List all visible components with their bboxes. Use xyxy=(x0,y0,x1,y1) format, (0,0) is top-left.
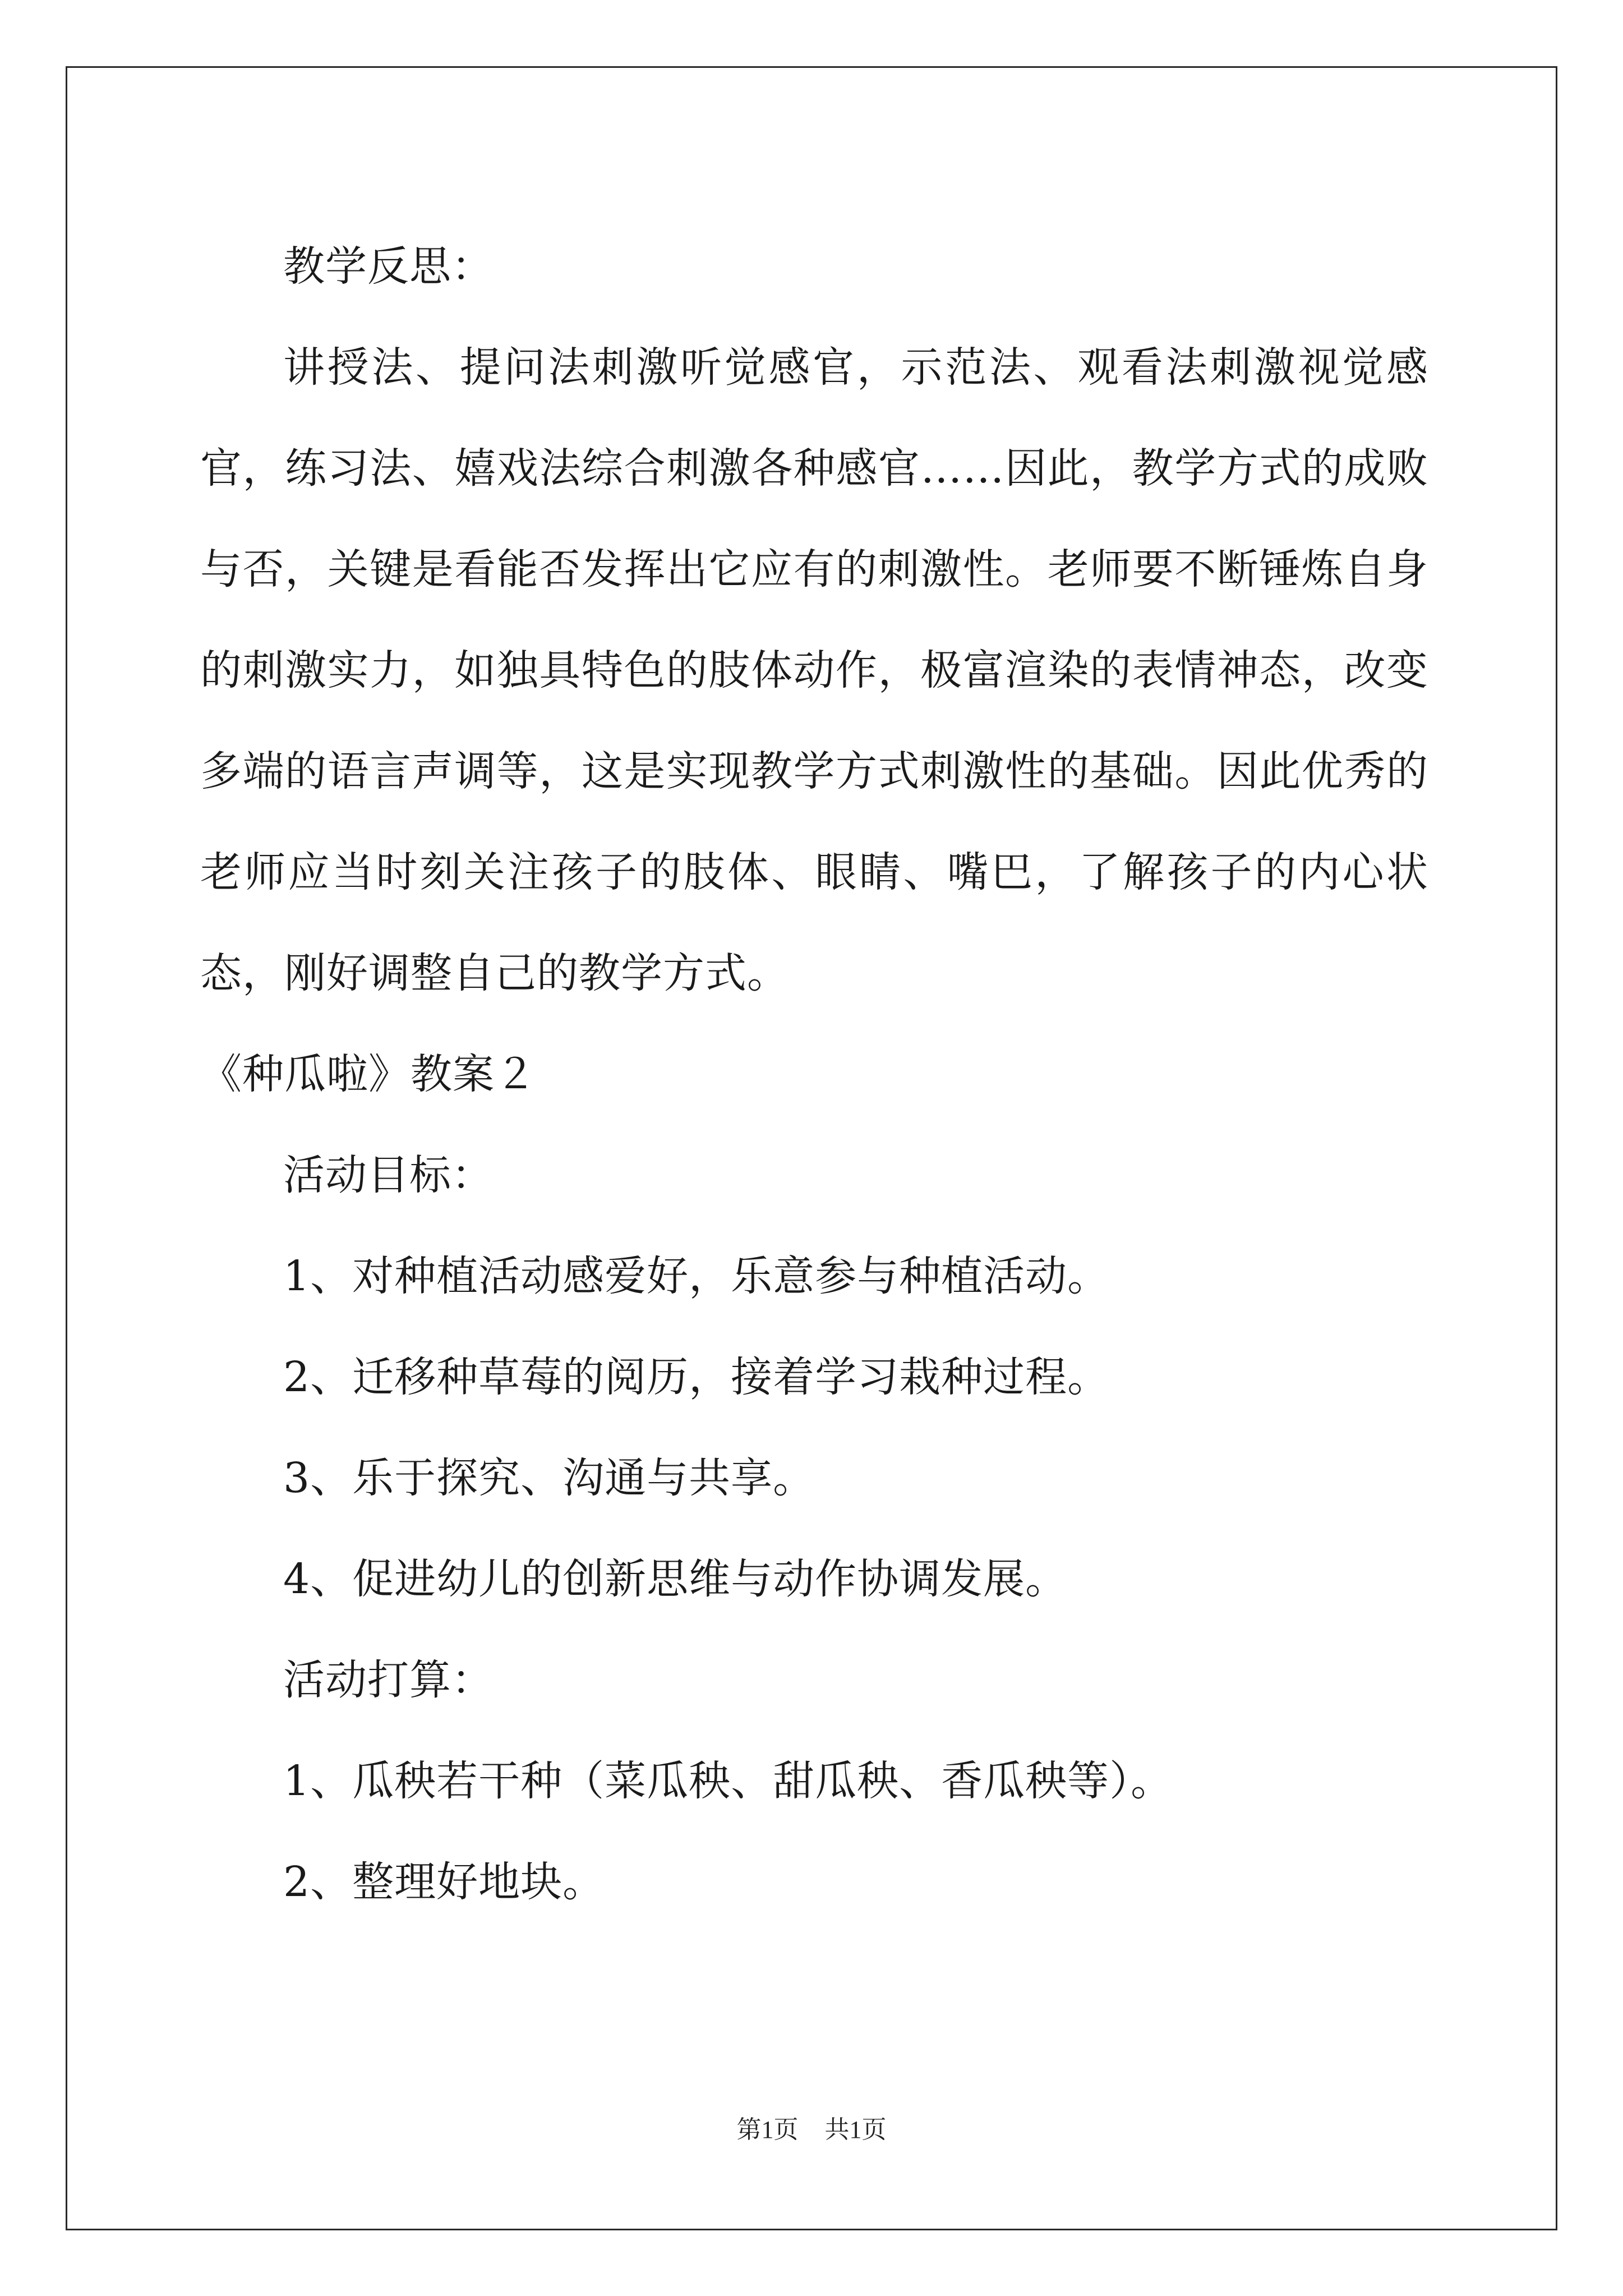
page-footer xyxy=(0,2109,1623,2145)
reflection-paragraph: 讲授法、提问法刺激听觉感官，示范法、观看法刺激视觉感官，练习法、嬉戏法综合刺激各种感官……因此，教学方式的成败与否，关键是看能否发挥出它应有的刺激性。老师要不断锤炼自身的刺激实力，如独具特色的肢体动作，极富渲染的表情神态，改变多端的语言声调等，这是实现教学方式刺激性的基础。因此优秀的老师应当时刻关注孩子的肢体、眼睛、嘴巴，了解孩子的内心状态，刚好调整自己的教学方式。 xyxy=(200,343,1428,997)
goal-item-2: 2、迁移种草莓的阅历，接着学习栽种过程。 xyxy=(283,1353,1110,1401)
goal-item-3: 3、乐于探究、沟通与共享。 xyxy=(283,1454,815,1502)
page-total: 共1页 xyxy=(824,2116,887,2143)
reflection-title: 教学反思： xyxy=(283,242,494,291)
activity-goals-title: 活动目标： xyxy=(283,1151,494,1199)
prep-item-2: 2、整理好地块。 xyxy=(283,1858,605,1906)
activity-prep-title: 活动打算： xyxy=(283,1656,494,1704)
goal-item-1: 1、对种植活动感爱好，乐意参与种植活动。 xyxy=(283,1252,1110,1300)
prep-item-1: 1、瓜秧若干种（菜瓜秧、甜瓜秧、香瓜秧等）。 xyxy=(283,1757,1173,1805)
page-number: 第1页 xyxy=(736,2116,799,2143)
goal-item-4: 4、促进幼儿的创新思维与动作协调发展。 xyxy=(283,1555,1068,1603)
lesson-heading: 《种瓜啦》教案２ xyxy=(200,1050,537,1098)
document-body xyxy=(200,216,1428,1932)
